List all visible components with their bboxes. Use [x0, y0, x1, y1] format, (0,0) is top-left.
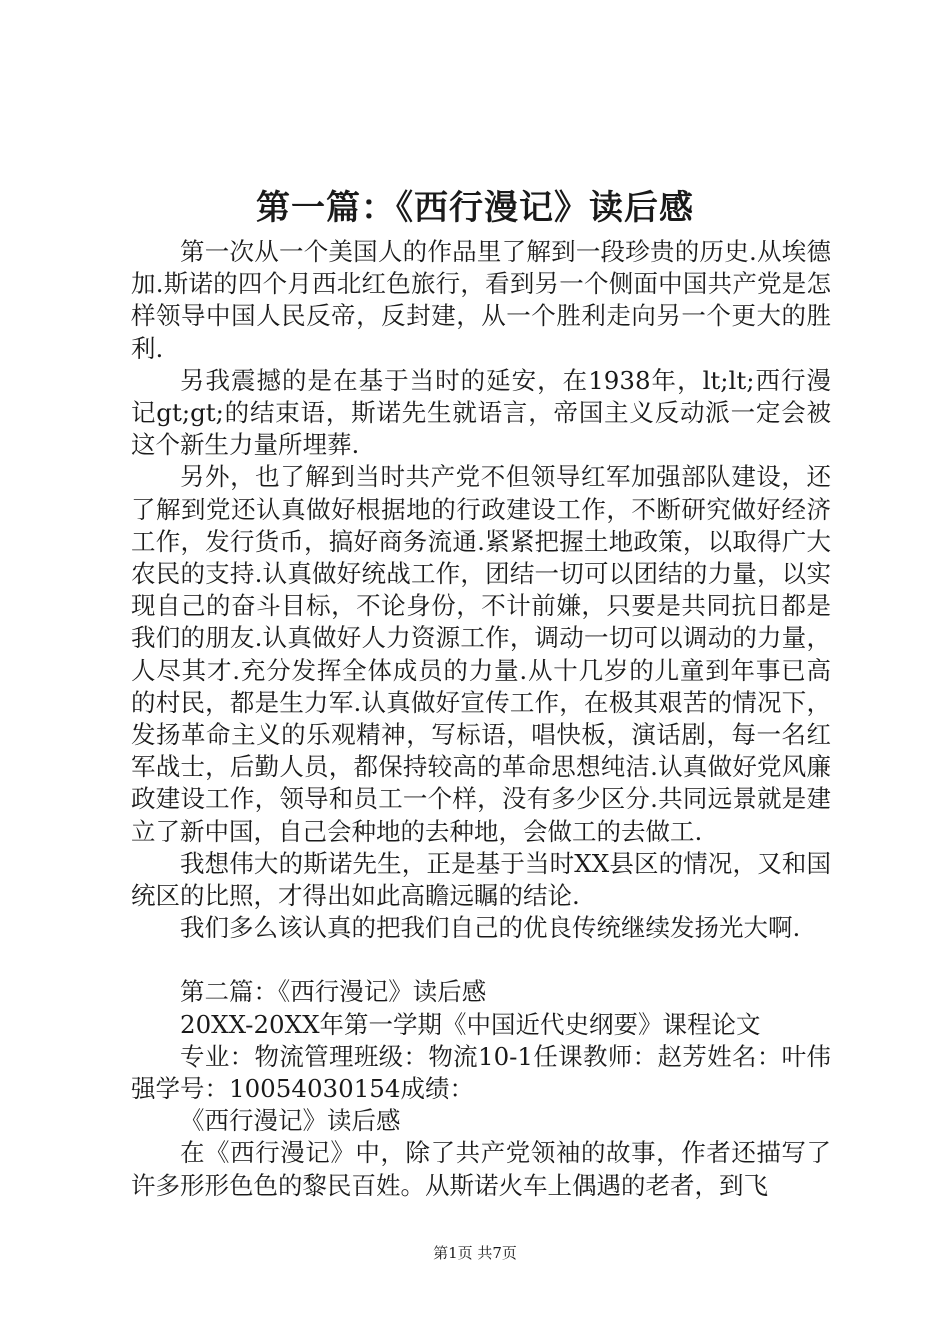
- document-title: 第一篇：《西行漫记》读后感: [256, 188, 694, 228]
- section2-info-line: 专业：物流管理班级：物流10-1任课教师：赵芳姓名：叶伟强学号：10054030154成绩：: [131, 1041, 831, 1104]
- section2-heading: 第二篇：《西行漫记》读后感: [180, 977, 487, 1007]
- document-body: [131, 236, 831, 1202]
- paragraph-4: 我想伟大的斯诺先生，正是基于当时XX县区的情况，又和国统区的比照，才得出如此高瞻远瞩的结论.: [131, 848, 831, 911]
- paragraph-5: 我们多么该认真的把我们自己的优良传统继续发扬光大啊.: [180, 913, 801, 943]
- page-footer: 第1页 共7页: [433, 1244, 517, 1262]
- section2-course-line: 20XX-20XX年第一学期《中国近代史纲要》课程论文: [180, 1009, 761, 1039]
- section2-subtitle: 《西行漫记》读后感: [180, 1106, 401, 1136]
- section2-paragraph: 在《西行漫记》中，除了共产党领袖的故事，作者还描写了许多形形色色的黎民百姓。从斯诺火车上偶遇的老者，到飞: [131, 1138, 831, 1200]
- paragraph-3: 另外，也了解到当时共产党不但领导红军加强部队建设，还了解到党还认真做好根据地的行政建设工作，不断研究做好经济工作，发行货币，搞好商务流通.紧紧把握土地政策，以取得广大农民的支持.认真做好统战工作，团结一切可以团结的力量，以实现自己的奋斗目标，不论身份，不计前嫌，只要是共同抗日都是我们的朋友.认真做好人力资源工作，调动一切可以调动的力量，人尽其才.充分发挥全体成员的力量.从十几岁的儿童到年事已高的村民，都是生力军.认真做好宣传工作，在极其艰苦的情况下，发扬革命主义的乐观精神，写标语，唱快板，演话剧，每一名红军战士，后勤人员，都保持较高的革命思想纯洁.认真做好党风廉政建设工作，领导和员工一个样，没有多少区分.共同远景就是建立了新中国，自己会种地的去种地，会做工的去做工.: [131, 462, 831, 846]
- paragraph-2: 另我震撼的是在基于当时的延安，在1938年，lt;lt;西行漫记gt;gt;的结束语，斯诺先生就语言，帝国主义反动派一定会被这个新生力量所埋葬.: [131, 365, 831, 460]
- paragraph-1: 第一次从一个美国人的作品里了解到一段珍贵的历史.从埃德加.斯诺的四个月西北红色旅行，看到另一个侧面中国共产党是怎样领导中国人民反帝，反封建，从一个胜利走向另一个更大的胜利.: [131, 237, 831, 363]
